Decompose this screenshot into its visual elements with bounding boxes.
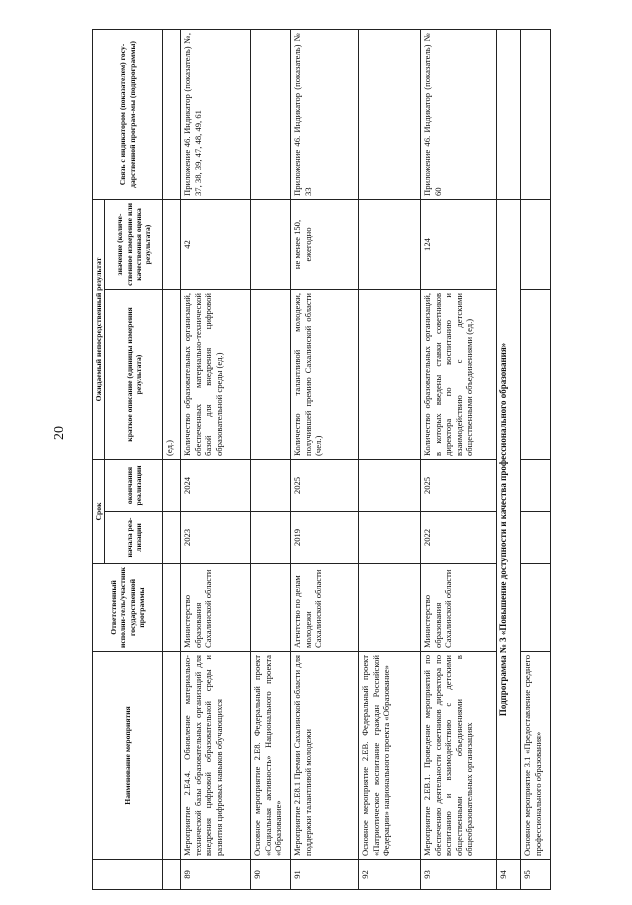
cell-start <box>163 512 181 564</box>
section-row <box>497 29 521 889</box>
cell-empty <box>521 459 551 511</box>
cell-link: Приложение 46. Индикатор (показатель) №, 37, 38, 39, 47, 48, 49, 61 <box>181 29 251 199</box>
table-row <box>291 29 359 889</box>
cell-desc: Количество талантливой молодежи, получившей премию Сахалинской области (чел.) <box>291 289 359 459</box>
cell-value <box>163 199 181 289</box>
cell-end <box>251 459 291 511</box>
cell-empty <box>521 199 551 289</box>
cell-empty <box>521 289 551 459</box>
cell-end: 2025 <box>421 459 497 511</box>
header-term-start: начала реа-лизации <box>105 512 163 564</box>
cell-name: Основное мероприятие 2.ЕВ. Федеральный проект «Патриотическое воспитание граждан Российской Федерации» национального проекта «Образование» <box>359 652 421 860</box>
cell-num <box>163 860 181 890</box>
cell-link <box>497 29 521 199</box>
header-term: Срок <box>93 459 105 563</box>
cell-desc: Количество образовательных организаций, обеспеченных материально-технической базой для внедрения цифровой образовательной среды (ед.) <box>181 289 251 459</box>
activities-table <box>92 29 551 890</box>
cell-start <box>359 512 421 564</box>
cell-responsible: Министерство образования Сахалинской области <box>181 564 251 652</box>
cell-start: 2023 <box>181 512 251 564</box>
cell-num: 92 <box>359 860 421 890</box>
cell-end: 2024 <box>181 459 251 511</box>
table-row <box>521 29 551 889</box>
cell-name: Основное мероприятие 3.1 «Предоставление среднего профессионального образования» <box>521 652 551 860</box>
cell-empty <box>521 564 551 652</box>
cell-num: 93 <box>421 860 497 890</box>
cell-name: Мероприятие 2.ЕВ.1. Проведение мероприятий по обеспечению деятельности советников директора по воспитанию и взаимодействию с детскими общественными объединениями в общеобразовательных организациях <box>421 652 497 860</box>
section-title: Подпрограмма № 3 «Повышение доступности и качества профессионального образования» <box>497 199 521 859</box>
header-name: Наименование мероприятия <box>93 652 163 860</box>
header-row-1 <box>93 29 105 889</box>
cell-value: не менее 150, ежегодно <box>291 199 359 289</box>
table-row <box>181 29 251 889</box>
cell-value <box>251 199 291 289</box>
header-result-value: значение (количе-ственное измерение или качественная оценка результата) <box>105 199 163 289</box>
cell-name <box>163 652 181 860</box>
cell-empty <box>521 512 551 564</box>
rotated-page <box>92 30 604 890</box>
cell-link: Приложение 46. Индикатор (показатель) № 60 <box>421 29 497 199</box>
cell-end <box>163 459 181 511</box>
cell-num: 89 <box>181 860 251 890</box>
cell-end: 2025 <box>291 459 359 511</box>
cell-desc: Количество образовательных организаций, в которых введены ставки советников директора по воспитанию и взаимодействию с детскими общественными объединениями (ед.) <box>421 289 497 459</box>
cell-name: Мероприятие 2.Е8.1 Премии Сахалинской области для поддержки талантливой молодежи <box>291 652 359 860</box>
cell-responsible: Агентство по делам молодежи Сахалинской области <box>291 564 359 652</box>
cell-desc <box>251 289 291 459</box>
cell-responsible <box>163 564 181 652</box>
cell-value: 124 <box>421 199 497 289</box>
cell-start: 2022 <box>421 512 497 564</box>
cell-empty <box>521 29 551 199</box>
table-body <box>163 29 551 889</box>
cell-value: 42 <box>181 199 251 289</box>
header-result-desc: краткое описание (единицы измерения результата) <box>105 289 163 459</box>
cell-num: 90 <box>251 860 291 890</box>
cell-link <box>251 29 291 199</box>
cell-link <box>163 29 181 199</box>
cell-responsible: Министерство образования Сахалинской области <box>421 564 497 652</box>
cell-name: Основное мероприятие 2.Е8. Федеральный проект «Социальная активность» Национального проекта «Образование» <box>251 652 291 860</box>
table-row <box>359 29 421 889</box>
cell-link: Приложение 46. Индикатор (показатель) № 33 <box>291 29 359 199</box>
cell-num: 94 <box>497 860 521 890</box>
page-number: 20 <box>52 426 67 440</box>
cell-value <box>359 199 421 289</box>
table-row <box>163 29 181 889</box>
cell-end <box>359 459 421 511</box>
cell-responsible <box>359 564 421 652</box>
cell-link <box>359 29 421 199</box>
table-row <box>251 29 291 889</box>
header-num <box>93 860 163 890</box>
header-link: Связь с индикатором (показателем) госу-дарственной програм-мы (подпрограммы) <box>93 29 163 199</box>
header-term-end: окончания реализации <box>105 459 163 511</box>
cell-start <box>251 512 291 564</box>
header-result: Ожидаемый непосредственный результат <box>93 199 105 459</box>
cell-desc <box>359 289 421 459</box>
cell-responsible <box>251 564 291 652</box>
cell-desc: (ед.) <box>163 289 181 459</box>
cell-start: 2019 <box>291 512 359 564</box>
header-responsible: Ответственный исполни-тель/участник государственной программы <box>93 564 163 652</box>
table-row <box>421 29 497 889</box>
cell-num: 91 <box>291 860 359 890</box>
cell-name: Мероприятие 2.Е4.4. Обновление материально-технической базы образовательных организаций для внедрения цифровой образовательной среды и развития цифровых навыков обучающихся <box>181 652 251 860</box>
cell-num: 95 <box>521 860 551 890</box>
